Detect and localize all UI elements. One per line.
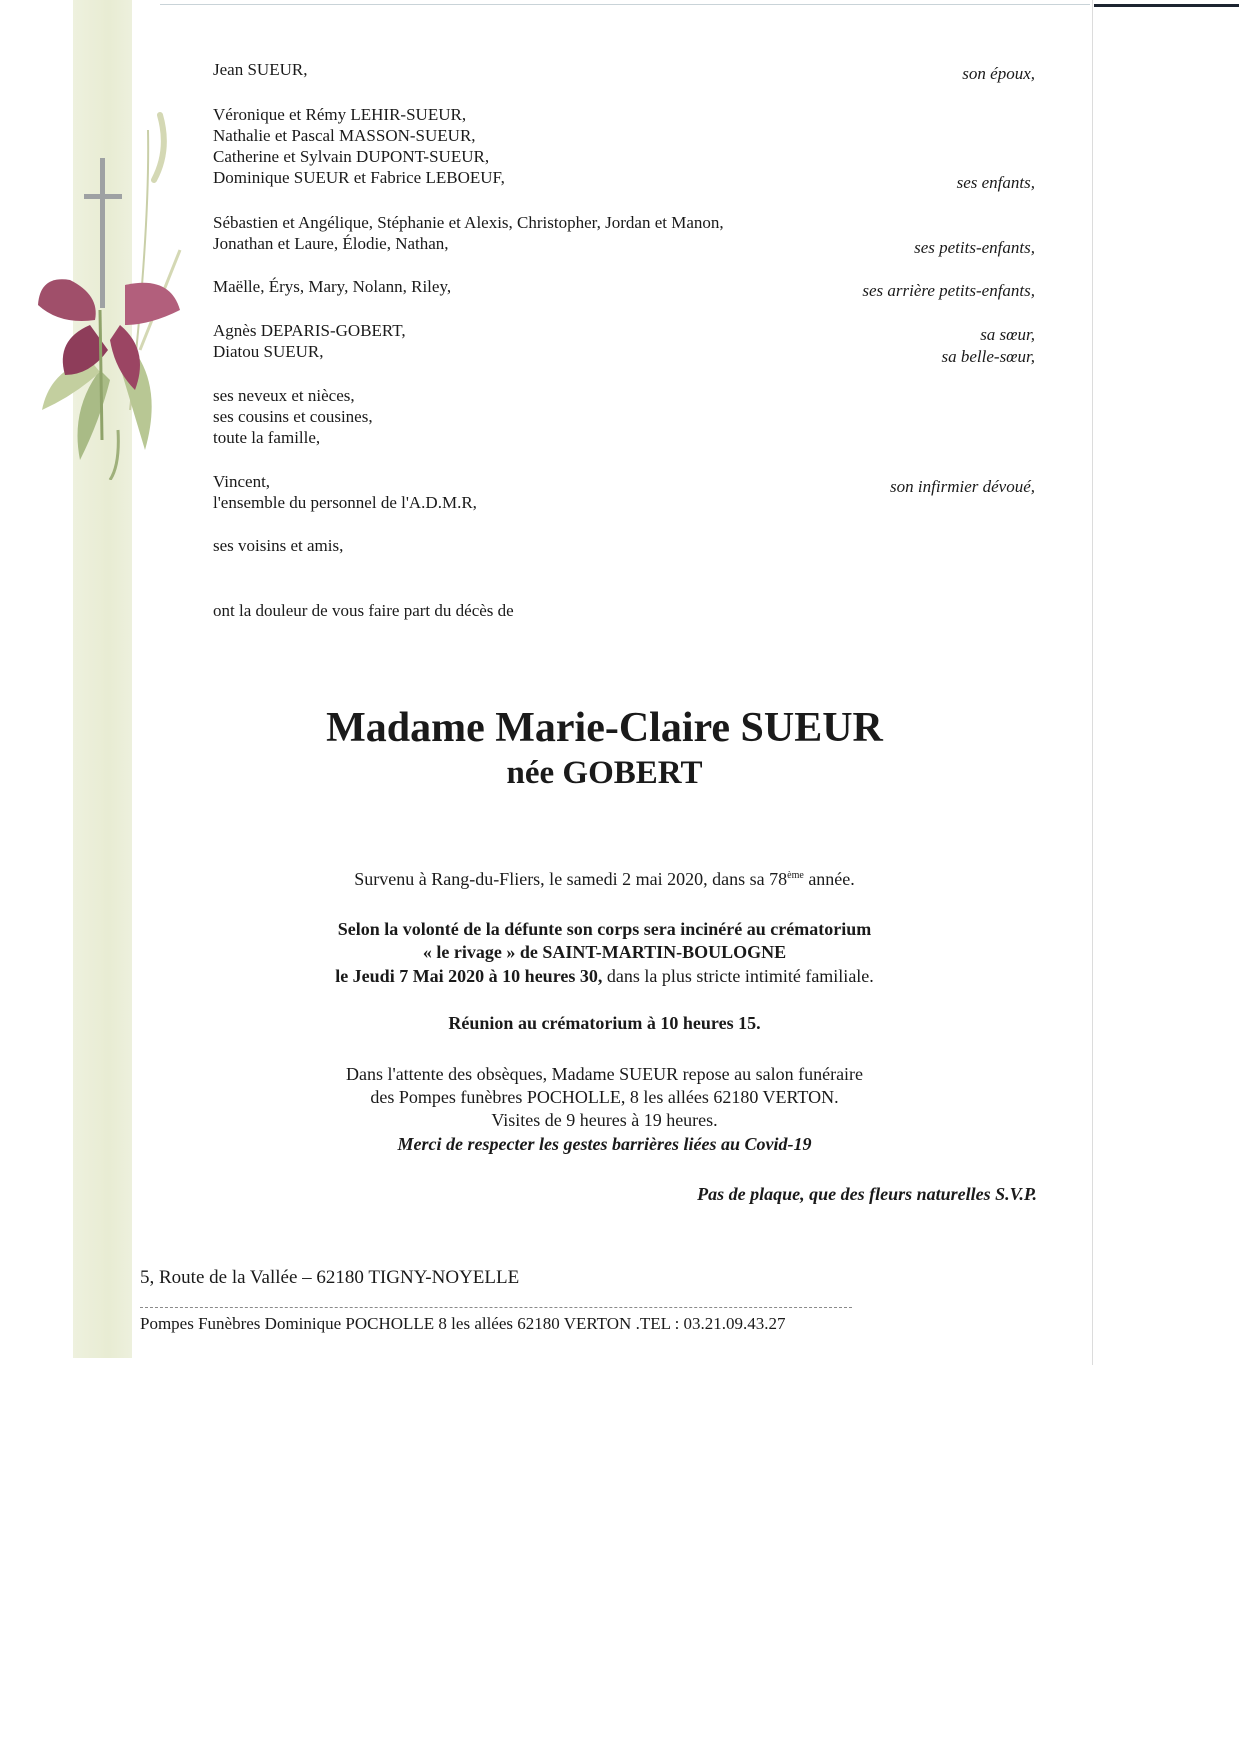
family-line: Diatou SUEUR,	[213, 342, 324, 361]
visiting-hours: Visites de 9 heures à 19 heures.	[491, 1110, 718, 1130]
relationship-label: ses petits-enfants,	[914, 238, 1035, 257]
cremation-line: Selon la volonté de la défunte son corps sera incinéré au crématorium	[337, 919, 872, 939]
family-line: Véronique et Rémy LEHIR-SUEUR,	[213, 105, 467, 124]
family-line: Jonathan et Laure, Élodie, Nathan,	[213, 234, 449, 253]
family-line: Maëlle, Érys, Mary, Nolann, Riley,	[213, 277, 452, 296]
family-line: Jean SUEUR,	[213, 60, 308, 79]
family-line: Catherine et Sylvain DUPONT-SUEUR,	[213, 147, 490, 166]
relationship-label: sa belle-sœur,	[941, 347, 1035, 366]
salon-line: Dans l'attente des obsèques, Madame SUEUR repose au salon funéraire	[345, 1064, 864, 1084]
cross-icon	[100, 158, 105, 308]
family-line: l'ensemble du personnel de l'A.D.M.R,	[213, 493, 477, 512]
family-line: Vincent,	[213, 472, 271, 491]
relationship-label: son époux,	[962, 64, 1035, 83]
reunion-text: Réunion au crématorium à 10 heures 15.	[448, 1013, 761, 1033]
family-line: Agnès DEPARIS-GOBERT,	[213, 321, 406, 340]
cremation-date: le Jeudi 7 Mai 2020 à 10 heures 30, dans la plus stricte intimité familiale.	[335, 966, 874, 986]
footer-divider	[140, 1307, 852, 1308]
family-line: Dominique SUEUR et Fabrice LEBOEUF,	[213, 168, 505, 187]
salon-line: des Pompes funèbres POCHOLLE, 8 les allées 62180 VERTON.	[370, 1087, 839, 1107]
funeral-home-footer: Pompes Funèbres Dominique POCHOLLE 8 les allées 62180 VERTON .TEL : 03.21.09.43.27	[140, 1314, 786, 1333]
lily-flower-icon	[38, 279, 96, 321]
family-address: 5, Route de la Vallée – 62180 TIGNY-NOYELLE	[140, 1267, 520, 1288]
relationship-label: son infirmier dévoué,	[890, 477, 1035, 496]
family-line: ses cousins et cousines,	[213, 407, 373, 426]
relationship-label: ses arrière petits-enfants,	[862, 281, 1035, 300]
cremation-line: « le rivage » de SAINT-MARTIN-BOULOGNE	[422, 942, 787, 962]
family-line: ses neveux et nièces,	[213, 386, 355, 405]
family-line: Nathalie et Pascal MASSON-SUEUR,	[213, 126, 476, 145]
deceased-name: Madame Marie-Claire SUEUR	[326, 705, 883, 751]
family-line: Sébastien et Angélique, Stéphanie et Alexis, Christopher, Jordan et Manon,	[213, 213, 724, 232]
announcement-text: ont la douleur de vous faire part du décès de	[213, 601, 514, 620]
scan-edge-mark	[1094, 4, 1239, 7]
flowers-notice: Pas de plaque, que des fleurs naturelles S.V.P.	[697, 1184, 1037, 1204]
cross-and-lily-illustration	[30, 110, 190, 480]
relationship-label: ses enfants,	[956, 173, 1035, 192]
family-line: ses voisins et amis,	[213, 536, 344, 555]
covid-notice: Merci de respecter les gestes barrières liées au Covid-19	[397, 1134, 812, 1154]
death-details: Survenu à Rang-du-Fliers, le samedi 2 mai 2020, dans sa 78ème année.	[354, 869, 855, 889]
top-divider	[160, 4, 1090, 5]
family-line: toute la famille,	[213, 428, 321, 447]
relationship-label: sa sœur,	[980, 325, 1035, 344]
page-edge	[1092, 0, 1093, 1365]
maiden-name: née GOBERT	[506, 755, 703, 791]
